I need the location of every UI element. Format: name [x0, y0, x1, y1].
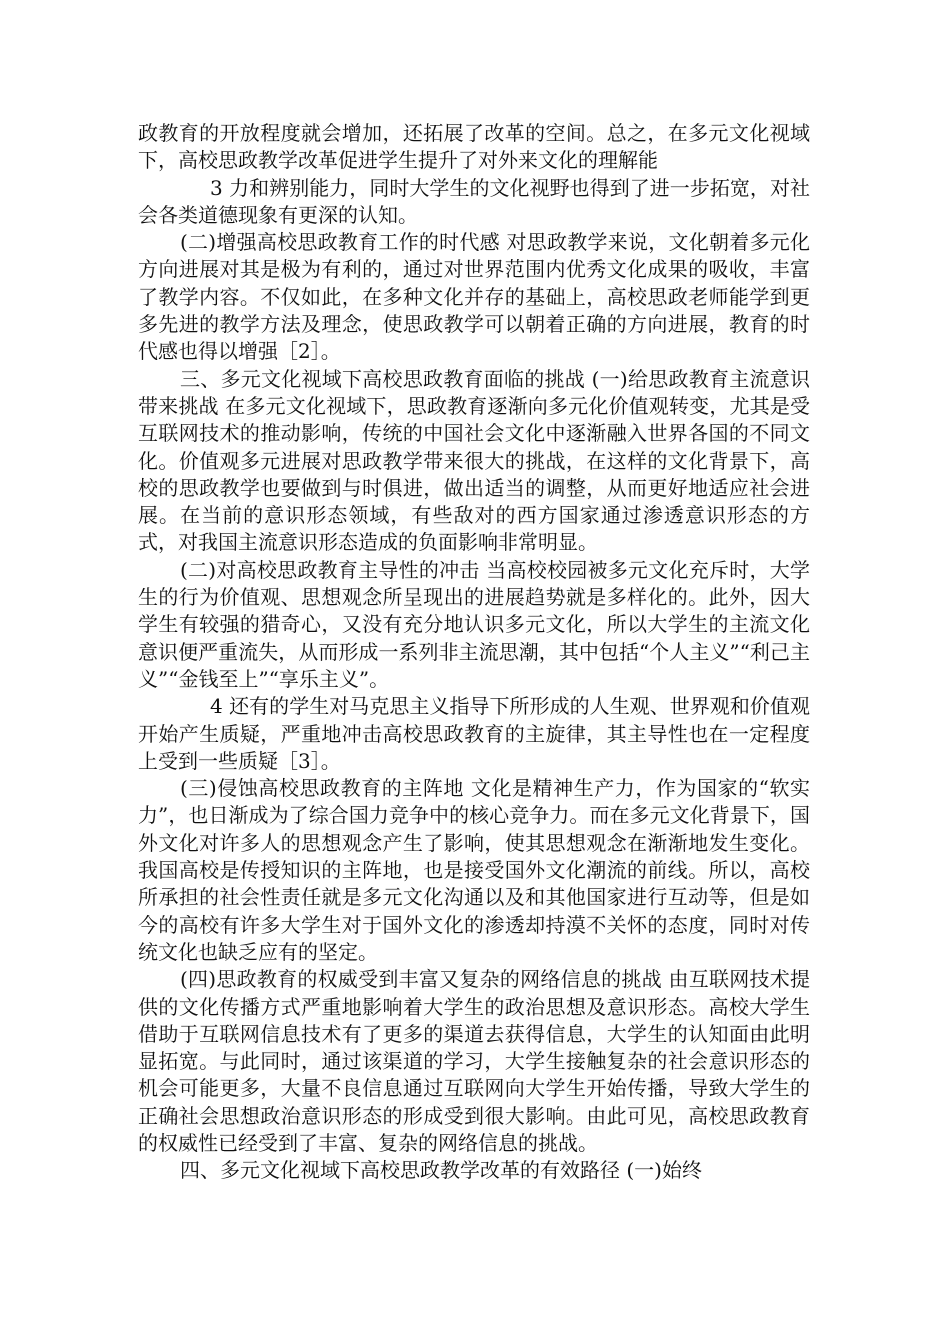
paragraph-2: 3 力和辨别能力，同时大学生的文化视野也得到了进一步拓宽，对社会各类道德现象有更深的认知。	[138, 175, 810, 227]
paragraph-8: (四)思政教育的权威受到丰富又复杂的网络信息的挑战 由互联网技术提供的文化传播方式严重地影响着大学生的政治思想及意识形态。高校大学生借助于互联网信息技术有了更多的渠道去获得信息，大学生的认知面由此明显拓宽。与此同时，通过该渠道的学习，大学生接触复杂的社会意识形态的机会可能更多，大量不良信息通过互联网向大学生开始传播，导致大学生的正确社会思想政治意识形态的形成受到很大影响。由此可见，高校思政教育的权威性已经受到了丰富、复杂的网络信息的挑战。	[138, 967, 810, 1155]
paragraph-3: (二)增强高校思政教育工作的时代感 对思政教学来说，文化朝着多元化方向进展对其是极为有利的，通过对世界范围内优秀文化成果的吸收，丰富了教学内容。不仅如此，在多种文化并存的基础上，高校思政老师能学到更多先进的教学方法及理念，使思政教学可以朝着正确的方向进展，教育的时代感也得以增强［2］。	[138, 230, 810, 364]
paragraph-6: 4 还有的学生对马克思主义指导下所形成的人生观、世界观和价值观开始产生质疑，严重地冲击高校思政教育的主旋律，其主导性也在一定程度上受到一些质疑［3］。	[138, 694, 810, 773]
paragraph-9: 四、多元文化视域下高校思政教学改革的有效路径 (一)始终	[180, 1158, 702, 1183]
paragraph-7: (三)侵蚀高校思政教育的主阵地 文化是精神生产力，作为国家的“软实力”，也日渐成为了综合国力竞争中的核心竞争力。而在多元文化背景下，国外文化对许多人的思想观念产生了影响，使其思想观念在渐渐地发生变化。我国高校是传授知识的主阵地，也是接受国外文化潮流的前线。所以，高校所承担的社会性责任就是多元文化沟通以及和其他国家进行互动等，但是如今的高校有许多大学生对于国外文化的渗透却持漠不关怀的态度，同时对传统文化也缺乏应有的坚定。	[138, 776, 810, 964]
paragraph-5: (二)对高校思政教育主导性的冲击 当高校校园被多元文化充斥时，大学生的行为价值观、思想观念所呈现出的进展趋势就是多样化的。此外，因大学生有较强的猎奇心，又没有充分地认识多元文化，所以大学生的主流文化意识便严重流失，从而形成一系列非主流思潮，其中包括“个人主义”“利己主义”“金钱至上”“享乐主义”。	[138, 557, 810, 691]
paragraph-4: 三、多元文化视域下高校思政教育面临的挑战 (一)给思政教育主流意识带来挑战 在多元文化视域下，思政教育逐渐向多元化价值观转变，尤其是受互联网技术的推动影响，传统的中国社会文化中逐渐融入世界各国的不同文化。价值观多元进展对思政教学带来很大的挑战，在这样的文化背景下，高校的思政教学也要做到与时俱进，做出适当的调整，从而更好地适应社会进展。在当前的意识形态领域，有些敌对的西方国家通过渗透意识形态的方式，对我国主流意识形态造成的负面影响非常明显。	[138, 366, 810, 555]
paragraph-1: 政教育的开放程度就会增加，还拓展了改革的空间。总之，在多元文化视域下，高校思政教学改革促进学生提升了对外来文化的理解能	[138, 121, 810, 173]
document-body	[138, 120, 810, 1185]
